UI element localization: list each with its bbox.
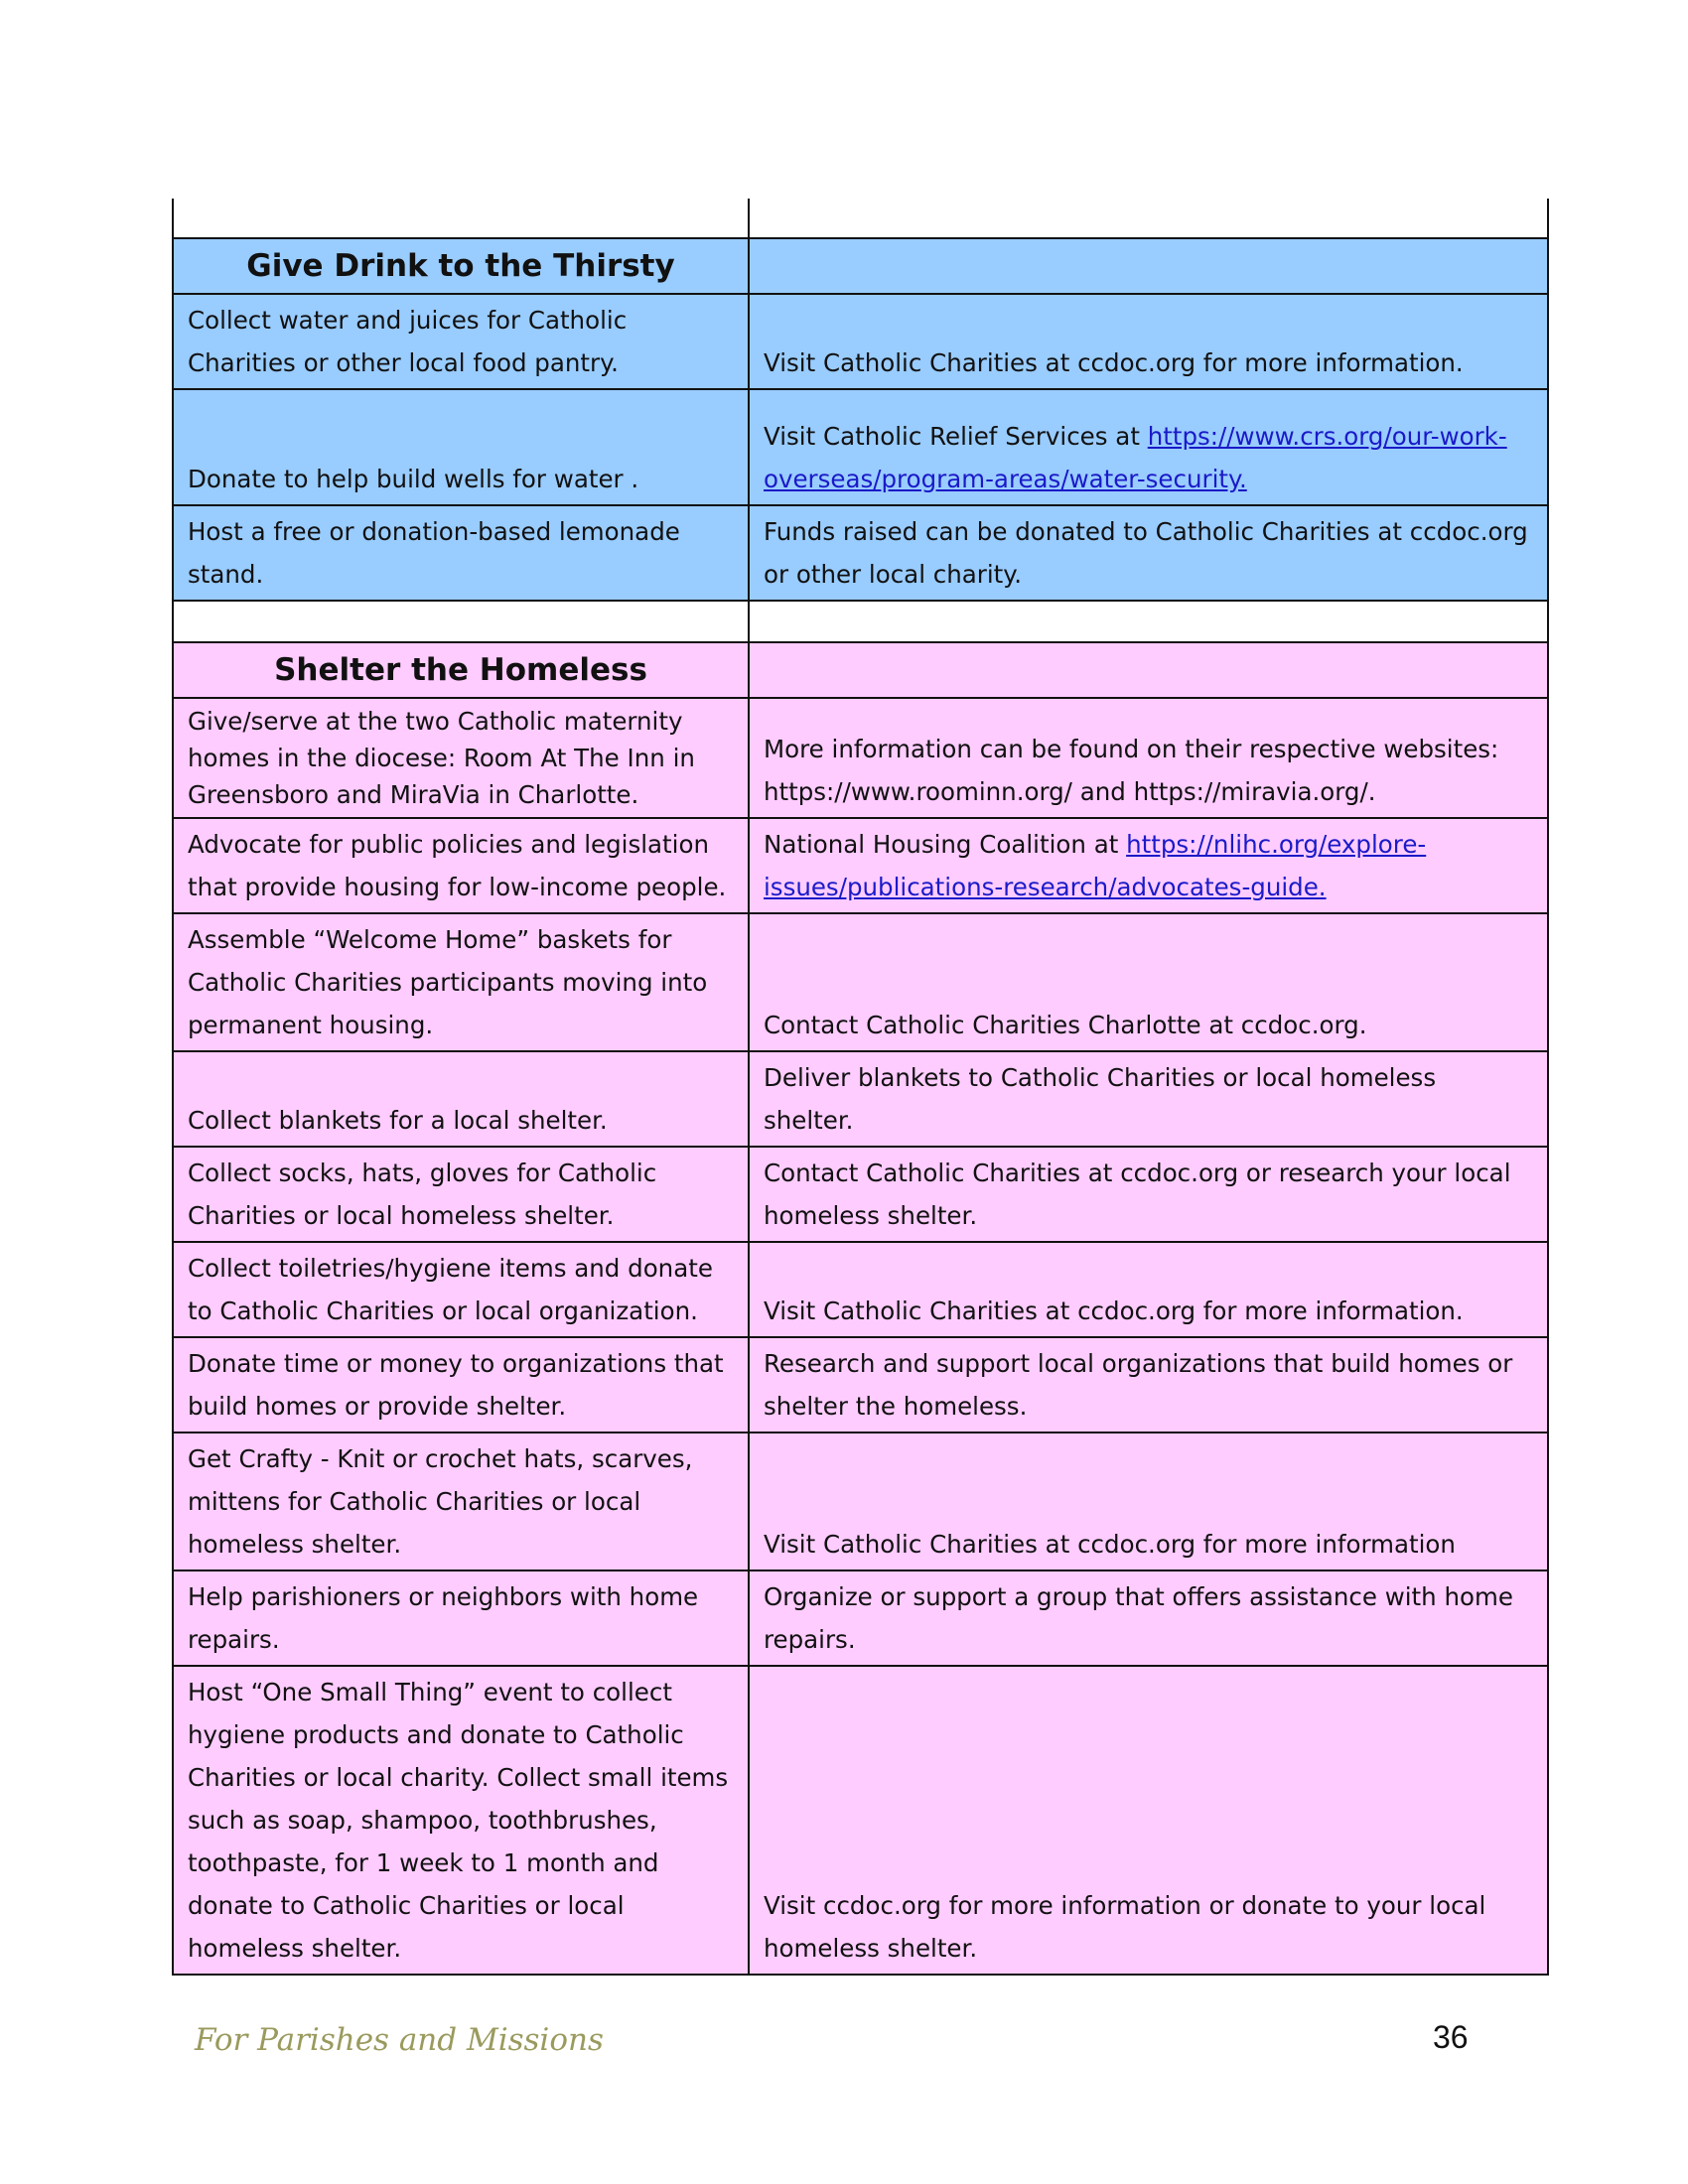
table-row (173, 1666, 1548, 1975)
table-row (173, 1337, 1548, 1433)
action-cell: Collect water and juices for Catholic Charities or other local food pantry. (173, 294, 749, 389)
info-cell: Organize or support a group that offers assistance with home repairs. (749, 1570, 1548, 1666)
action-cell: Host “One Small Thing” event to collect hygiene products and donate to Catholic Charities or local charity. Collect small items such as soap, shampoo, toothbrushes, toothpaste, for 1 week to 1 month and donate to Catholic Charities or local homeless shelter. (173, 1666, 749, 1975)
table-row (173, 1051, 1548, 1147)
nlihc-advocates-guide-link[interactable]: https://nlihc.org/explore-issues/publications-research/advocates-guide. (764, 830, 1427, 901)
table-row (173, 389, 1548, 505)
action-cell: Get Crafty - Knit or crochet hats, scarves, mittens for Catholic Charities or local homeless shelter. (173, 1433, 749, 1570)
footer-title: For Parishes and Missions (195, 2022, 604, 2058)
page-number: 36 (1433, 2019, 1469, 2055)
action-cell: Donate to help build wells for water . (173, 389, 749, 505)
works-of-mercy-table (172, 199, 1549, 1976)
blank-cell (749, 199, 1548, 238)
info-cell: Contact Catholic Charities at ccdoc.org or research your local homeless shelter. (749, 1147, 1548, 1242)
crs-water-security-link[interactable]: https://www.crs.org/our-work-overseas/program-areas/water-security. (764, 422, 1507, 493)
table-row (173, 294, 1548, 389)
section-header-row (173, 642, 1548, 698)
blank-cell (749, 601, 1548, 642)
blank-row (173, 199, 1548, 238)
action-cell: Collect toiletries/hygiene items and donate to Catholic Charities or local organization. (173, 1242, 749, 1337)
action-cell: Donate time or money to organizations that build homes or provide shelter. (173, 1337, 749, 1433)
action-cell: Host a free or donation-based lemonade stand. (173, 505, 749, 601)
action-cell: Help parishioners or neighbors with home repairs. (173, 1570, 749, 1666)
blank-cell (173, 199, 749, 238)
section-header-row (173, 238, 1548, 294)
info-cell: Funds raised can be donated to Catholic Charities at ccdoc.org or other local charity. (749, 505, 1548, 601)
section-title: Shelter the Homeless (173, 642, 749, 698)
info-cell: Visit Catholic Charities at ccdoc.org for more information. (749, 1242, 1548, 1337)
info-cell: Visit Catholic Charities at ccdoc.org for more information. (749, 294, 1548, 389)
section-header-empty-cell (749, 642, 1548, 698)
table-row (173, 1570, 1548, 1666)
table-row (173, 913, 1548, 1051)
info-cell (749, 818, 1548, 913)
info-text: Visit Catholic Relief Services at (764, 422, 1148, 451)
info-cell: More information can be found on their respective websites: https://www.roominn.org/ and https://miravia.org/. (749, 698, 1548, 818)
blank-cell (173, 601, 749, 642)
table-row (173, 1433, 1548, 1570)
section-title: Give Drink to the Thirsty (173, 238, 749, 294)
action-cell: Collect blankets for a local shelter. (173, 1051, 749, 1147)
info-cell: Visit ccdoc.org for more information or donate to your local homeless shelter. (749, 1666, 1548, 1975)
action-cell: Give/serve at the two Catholic maternity homes in the diocese: Room At The Inn in Greensboro and MiraVia in Charlotte. (173, 698, 749, 818)
action-cell: Assemble “Welcome Home” baskets for Catholic Charities participants moving into permanent housing. (173, 913, 749, 1051)
table-row (173, 698, 1548, 818)
info-cell: Research and support local organizations that build homes or shelter the homeless. (749, 1337, 1548, 1433)
info-text: National Housing Coalition at (764, 830, 1127, 859)
table-row (173, 1242, 1548, 1337)
info-cell (749, 389, 1548, 505)
action-cell: Advocate for public policies and legislation that provide housing for low-income people. (173, 818, 749, 913)
info-cell: Visit Catholic Charities at ccdoc.org for more information (749, 1433, 1548, 1570)
blank-row (173, 601, 1548, 642)
table-row (173, 1147, 1548, 1242)
info-cell: Deliver blankets to Catholic Charities or local homeless shelter. (749, 1051, 1548, 1147)
section-header-empty-cell (749, 238, 1548, 294)
table-row (173, 505, 1548, 601)
table-row (173, 818, 1548, 913)
info-cell: Contact Catholic Charities Charlotte at ccdoc.org. (749, 913, 1548, 1051)
action-cell: Collect socks, hats, gloves for Catholic Charities or local homeless shelter. (173, 1147, 749, 1242)
